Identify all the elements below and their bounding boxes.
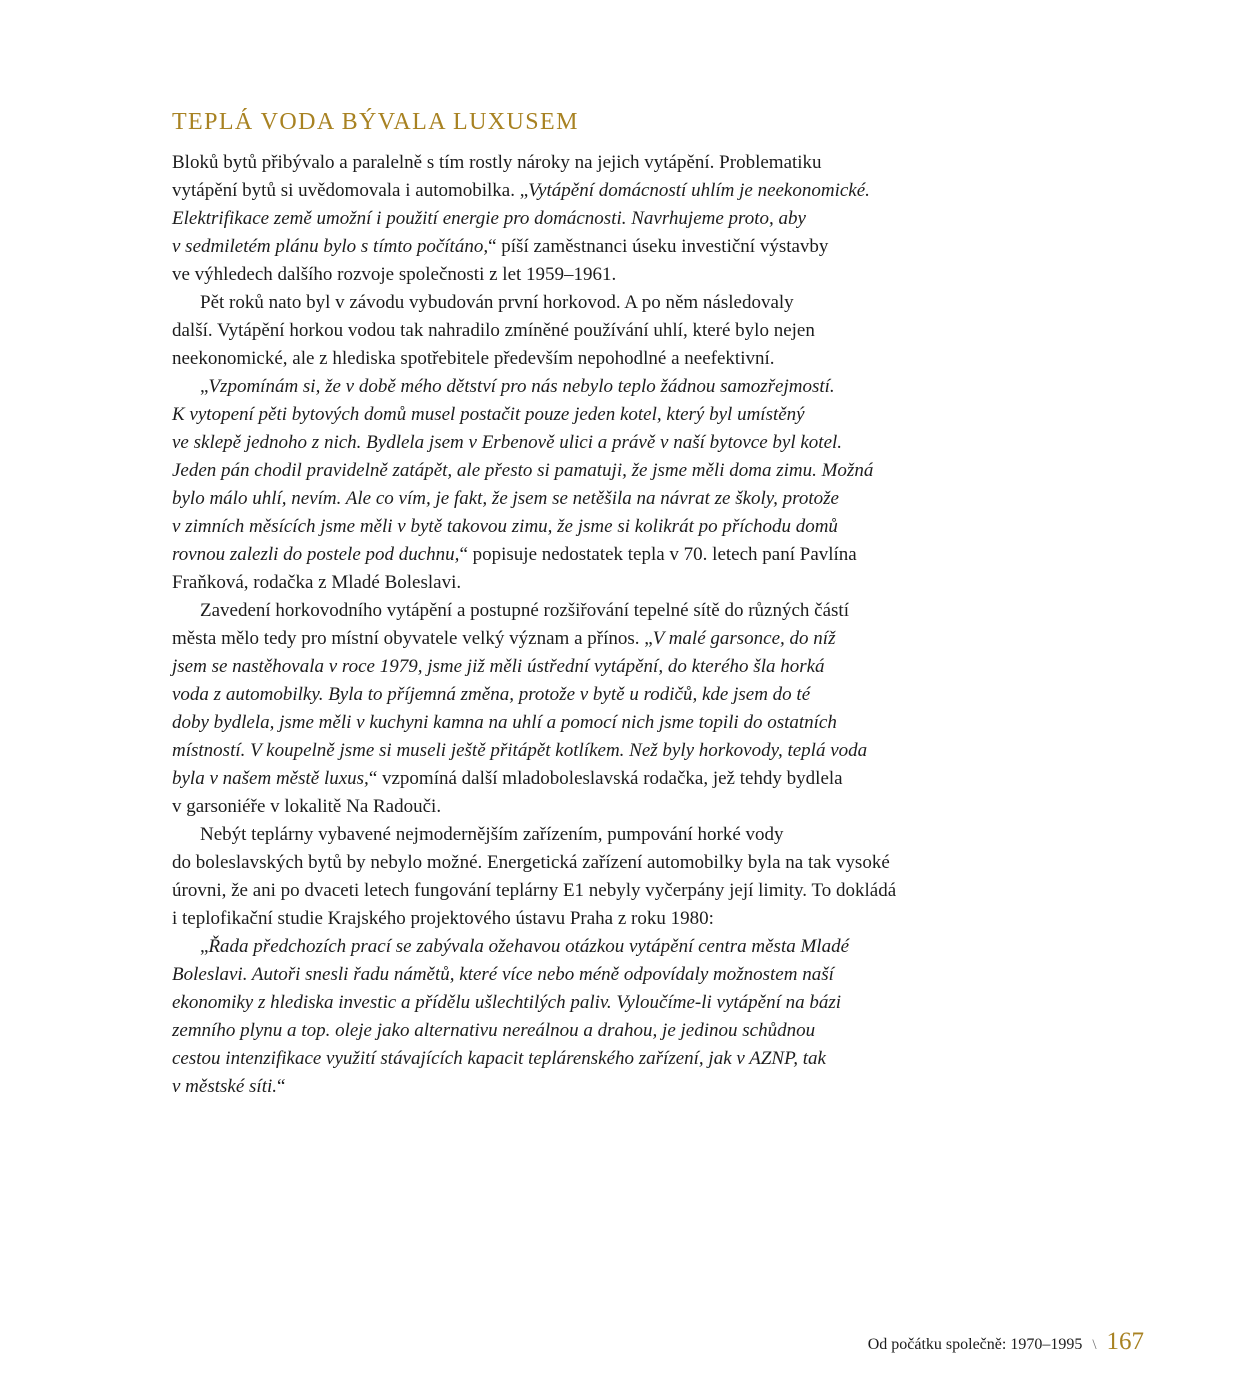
text-line [172,625,972,653]
text-line [172,541,972,569]
quote-text: K vytopení pěti bytových domů musel postačit pouze jeden kotel, který byl umístěný [172,404,805,425]
quote-text: doby bydlela, jsme měli v kuchyni kamna na uhlí a pomocí nich jsme topili do ostatních [172,712,837,733]
text-line [172,1045,972,1073]
text-line [172,261,972,289]
text-line [172,205,972,233]
page-number: 167 [1106,1328,1144,1355]
section-heading: TEPLÁ VODA BÝVALA LUXUSEM [172,109,579,135]
body-text-run: “ popisuje nedostatek tepla v 70. letech paní Pavlína [459,544,857,565]
running-footer-title: Od počátku společně: 1970–1995 [867,1336,1083,1353]
quote-text: v sedmiletém plánu bylo s tímto počítáno, [172,236,489,257]
text-line [172,765,972,793]
quote-text: bylo málo uhlí, nevím. Ale co vím, je fakt, že jsem se netěšila na návrat ze školy, protože [172,488,839,509]
text-line [172,177,972,205]
text-line [172,821,972,849]
quote-text: Elektrifikace země umožní i použití energie pro domácnosti. Navrhujeme proto, aby [172,208,806,229]
quote-text: ekonomiky z hlediska investic a přídělu ušlechtilých paliv. Vyloučíme-li vytápění na bázi [172,992,842,1013]
text-line [172,513,972,541]
text-line [172,429,972,457]
text-line [172,989,972,1017]
text-line [172,933,972,961]
body-text-run: „ [200,376,209,397]
body-text-run: do boleslavských bytů by nebylo možné. Energetická zařízení automobilky byla na tak vysoké [172,852,890,873]
quote-text: jsem se nastěhovala v roce 1979, jsme již měli ústřední vytápění, do kterého šla horká [172,656,825,677]
body-text-run: další. Vytápění horkou vodou tak nahradilo zmíněné používání uhlí, které bylo nejen [172,320,815,341]
quote-text: rovnou zalezli do postele pod duchnu, [172,544,460,565]
quote-text: voda z automobilky. Byla to příjemná změna, protože v bytě u rodičů, kde jsem do té [172,684,811,705]
text-line [172,457,972,485]
body-text-run: vytápění bytů si uvědomovala i automobilka. „ [172,180,529,201]
body-text-run: “ vzpomíná další mladoboleslavská rodačka, jež tehdy bydlela [368,768,843,789]
quote-text: byla v našem městě luxus, [172,768,369,789]
text-line [172,345,972,373]
text-line [172,653,972,681]
text-line [172,597,972,625]
text-line [172,961,972,989]
quote-text: v městské síti. [172,1076,278,1097]
quote-text: Boleslavi. Autoři snesli řadu námětů, které více nebo méně odpovídaly možnostem naší [172,964,834,985]
quote-text: místností. V koupelně jsme si museli ještě přitápět kotlíkem. Než byly horkovody, teplá voda [172,740,868,761]
text-line [172,681,972,709]
body-text [172,149,972,1101]
text-line [172,709,972,737]
body-text-run: “ píší zaměstnanci úseku investiční výstavby [488,236,829,257]
text-line [172,1073,972,1101]
quote-text: V malé garsonce, do níž [652,628,836,649]
body-text-run: v garsoniéře v lokalitě Na Radouči. [172,796,442,817]
page-footer [868,1328,1144,1358]
text-line [172,289,972,317]
body-text-run: Fraňková, rodačka z Mladé Boleslavi. [172,572,462,593]
text-line [172,905,972,933]
text-line [172,485,972,513]
text-line [172,317,972,345]
body-text-run: úrovni, že ani po dvaceti letech fungování teplárny E1 nebyly vyčerpány její limity. To dokládá [172,880,897,901]
quote-text: Jeden pán chodil pravidelně zatápět, ale přesto si pamatuji, že jsme měli doma zimu. Možná [172,460,874,481]
body-text-run: Zavedení horkovodního vytápění a postupné rozšiřování tepelné sítě do různých částí [200,600,849,621]
footer-separator: \ [1092,1337,1097,1353]
quote-text: v zimních měsících jsme měli v bytě takovou zimu, že jsme si kolikrát po příchodu domů [172,516,838,537]
body-text-run: “ [277,1076,286,1097]
body-text-run: města mělo tedy pro místní obyvatele velký význam a přínos. „ [172,628,653,649]
body-text-run: i teplofikační studie Krajského projektového ústavu Praha z roku 1980: [172,908,714,929]
text-line [172,793,972,821]
text-line [172,1017,972,1045]
text-line [172,149,972,177]
quote-text: ve sklepě jednoho z nich. Bydlela jsem v Erbenově ulici a právě v naší bytovce byl kotel. [172,432,843,453]
quote-text: Vytápění domácností uhlím je neekonomické. [528,180,870,201]
text-line [172,233,972,261]
text-line [172,401,972,429]
quote-text: zemního plynu a top. oleje jako alternativu nereálnou a drahou, je jedinou schůdnou [172,1020,816,1041]
text-line [172,569,972,597]
text-line [172,849,972,877]
body-text-run: neekonomické, ale z hlediska spotřebitele především nepohodlné a neefektivní. [172,348,775,369]
quote-text: Vzpomínám si, že v době mého dětství pro nás nebylo teplo žádnou samozřejmostí. [208,376,835,397]
quote-text: cestou intenzifikace využití stávajících kapacit teplárenského zařízení, jak v AZNP, tak [172,1048,826,1069]
text-line [172,373,972,401]
body-text-run: Nebýt teplárny vybavené nejmodernějším zařízením, pumpování horké vody [200,824,784,845]
quote-text: Řada předchozích prací se zabývala ožehavou otázkou vytápění centra města Mladé [208,936,850,957]
body-text-run: Pět roků nato byl v závodu vybudován první horkovod. A po něm následovaly [200,292,794,313]
text-line [172,737,972,765]
body-text-run: Bloků bytů přibývalo a paralelně s tím rostly nároky na jejich vytápění. Problematiku [172,152,822,173]
body-text-run: ve výhledech dalšího rozvoje společnosti z let 1959–1961. [172,264,617,285]
text-line [172,877,972,905]
body-text-run: „ [200,936,209,957]
